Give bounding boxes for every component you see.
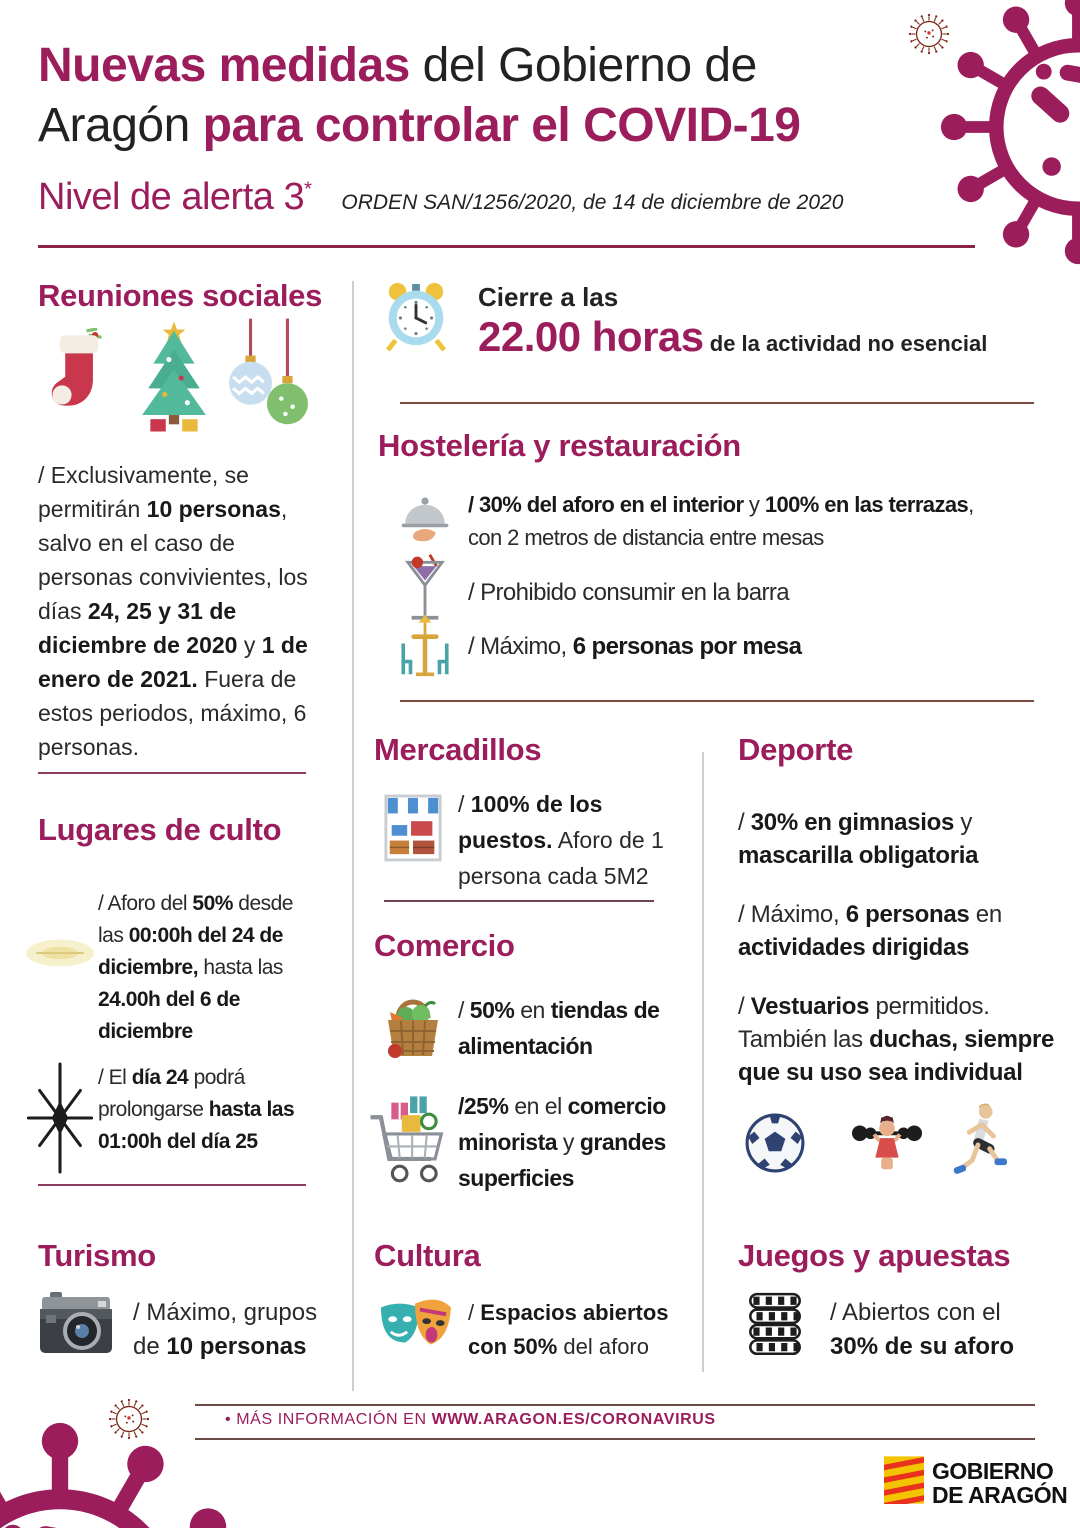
header-rule	[38, 245, 975, 248]
order-reference: ORDEN SAN/1256/2020, de 14 de diciembre de 2020	[341, 191, 844, 214]
column-divider-left	[352, 281, 354, 1391]
turismo-text: / Máximo, grupos de 10 personas	[133, 1299, 318, 1360]
cloche-icon	[398, 490, 452, 555]
divider-hosteleria	[400, 700, 1034, 702]
title-accent-2: para controlar el COVID-19	[202, 99, 801, 152]
poker-chips-icon	[744, 1290, 806, 1367]
deporte-item-2: / Máximo, 6 personas en actividades dirigidas	[738, 901, 1002, 961]
closure-suffix: de la actividad no esencial	[703, 331, 988, 356]
section-title-hosteleria: Hostelería y restauración	[378, 428, 741, 463]
divider-closure	[400, 402, 1034, 404]
cultura-text: / Espacios abiertos con 50% del aforo	[468, 1300, 669, 1359]
aragon-flag-icon	[884, 1456, 924, 1509]
hosteleria-item-2: / Prohibido consumir en la barra	[468, 579, 789, 606]
hosteleria-item-1: / 30% del aforo en el interior y 100% en las terrazas, con 2 metros de distancia entre mesas	[468, 492, 974, 550]
footer-info	[225, 1411, 716, 1429]
theater-masks-icon	[376, 1292, 454, 1365]
logo-line-2: DE ARAGÓN	[932, 1481, 1068, 1508]
candle-glow-icon	[24, 922, 96, 989]
weightlifting-icon	[850, 1108, 924, 1185]
title-regular-1: del Gobierno de	[409, 39, 757, 92]
soccer-ball-icon	[744, 1112, 806, 1179]
juegos-text: / Abiertos con el 30% de su aforo	[830, 1299, 1015, 1360]
alert-level-row	[38, 176, 843, 219]
left-divider-1	[38, 772, 306, 774]
comercio-item-1: / 50% en tiendas de alimentación	[458, 997, 660, 1059]
section-title-juegos: Juegos y apuestas	[738, 1238, 1011, 1273]
ornaments-icon	[228, 318, 310, 437]
section-title-turismo: Turismo	[38, 1238, 156, 1273]
title-regular-2: Aragón	[38, 99, 203, 152]
table-chairs-icon	[396, 612, 454, 689]
footer-rule-bottom	[195, 1438, 1035, 1440]
closure-time: 22.00 horas	[478, 313, 704, 360]
camera-icon	[36, 1288, 116, 1365]
culto-item-2: / El día 24 podrá prolongarse hasta las 01:00h del día 25	[98, 1066, 295, 1153]
section-title-culto: Lugares de culto	[38, 812, 282, 847]
bethlehem-star-icon	[24, 1062, 96, 1179]
page-title	[38, 36, 800, 156]
deporte-item-3: / Vestuarios permitidos. También las duchas, siempre que su uso sea individual	[738, 993, 1055, 1086]
divider-mercadillos	[384, 900, 654, 902]
shopping-cart-icon	[364, 1086, 452, 1191]
hosteleria-item-3: / Máximo, 6 personas por mesa	[468, 633, 802, 660]
logo-line-1: GOBIERNO	[932, 1457, 1054, 1484]
left-divider-2	[38, 1184, 306, 1186]
comercio-item-2: /25% en el comercio minorista y grandes superficies	[458, 1093, 666, 1191]
virus-solid-big-icon	[933, 0, 1080, 277]
christmas-tree-icon	[138, 320, 210, 439]
culto-item-1: / Aforo del 50% desde las 00:00h del 24 de diciembre, hasta las 24.00h del 6 de diciembre	[98, 892, 293, 1043]
virus-solid-big-icon	[0, 1412, 260, 1528]
footer-rule-top	[195, 1404, 1035, 1406]
reuniones-paragraph: / Exclusivamente, se permitirán 10 personas, salvo en el caso de personas convivientes, los días 24, 25 y 31 de diciembre de 2020 y 1 de enero de 2021. Fuera de estos periodos, máximo, 6 personas.	[38, 462, 308, 760]
column-divider-right	[702, 752, 704, 1372]
section-title-cultura: Cultura	[374, 1238, 481, 1273]
christmas-stocking-icon	[46, 328, 110, 437]
footer-bullet: •	[225, 1411, 232, 1428]
section-title-comercio: Comercio	[374, 928, 515, 963]
market-stall-icon	[382, 790, 444, 869]
footer-info-url: WWW.ARAGON.ES/CORONAVIRUS	[431, 1411, 716, 1428]
title-accent-1: Nuevas medidas	[38, 39, 410, 92]
alert-asterisk: *	[304, 178, 312, 201]
alarm-clock-icon	[382, 278, 450, 361]
gobierno-aragon-logo	[884, 1456, 1067, 1509]
section-title-deporte: Deporte	[738, 732, 854, 767]
section-title-reuniones: Reuniones sociales	[38, 278, 323, 313]
closure-line1: Cierre a las	[478, 282, 619, 312]
alert-level: Nivel de alerta 3*	[38, 176, 312, 218]
footer-info-prefix: MÁS INFORMACIÓN EN	[236, 1411, 432, 1428]
food-basket-icon	[380, 986, 446, 1069]
deporte-item-1: / 30% en gimnasios y mascarilla obligatoria	[738, 809, 979, 869]
mercadillos-text: / 100% de los puestos. Aforo de 1 persona cada 5M2	[458, 791, 664, 889]
section-title-mercadillos: Mercadillos	[374, 732, 542, 767]
closure-banner	[478, 282, 987, 361]
runner-icon	[950, 1102, 1008, 1185]
